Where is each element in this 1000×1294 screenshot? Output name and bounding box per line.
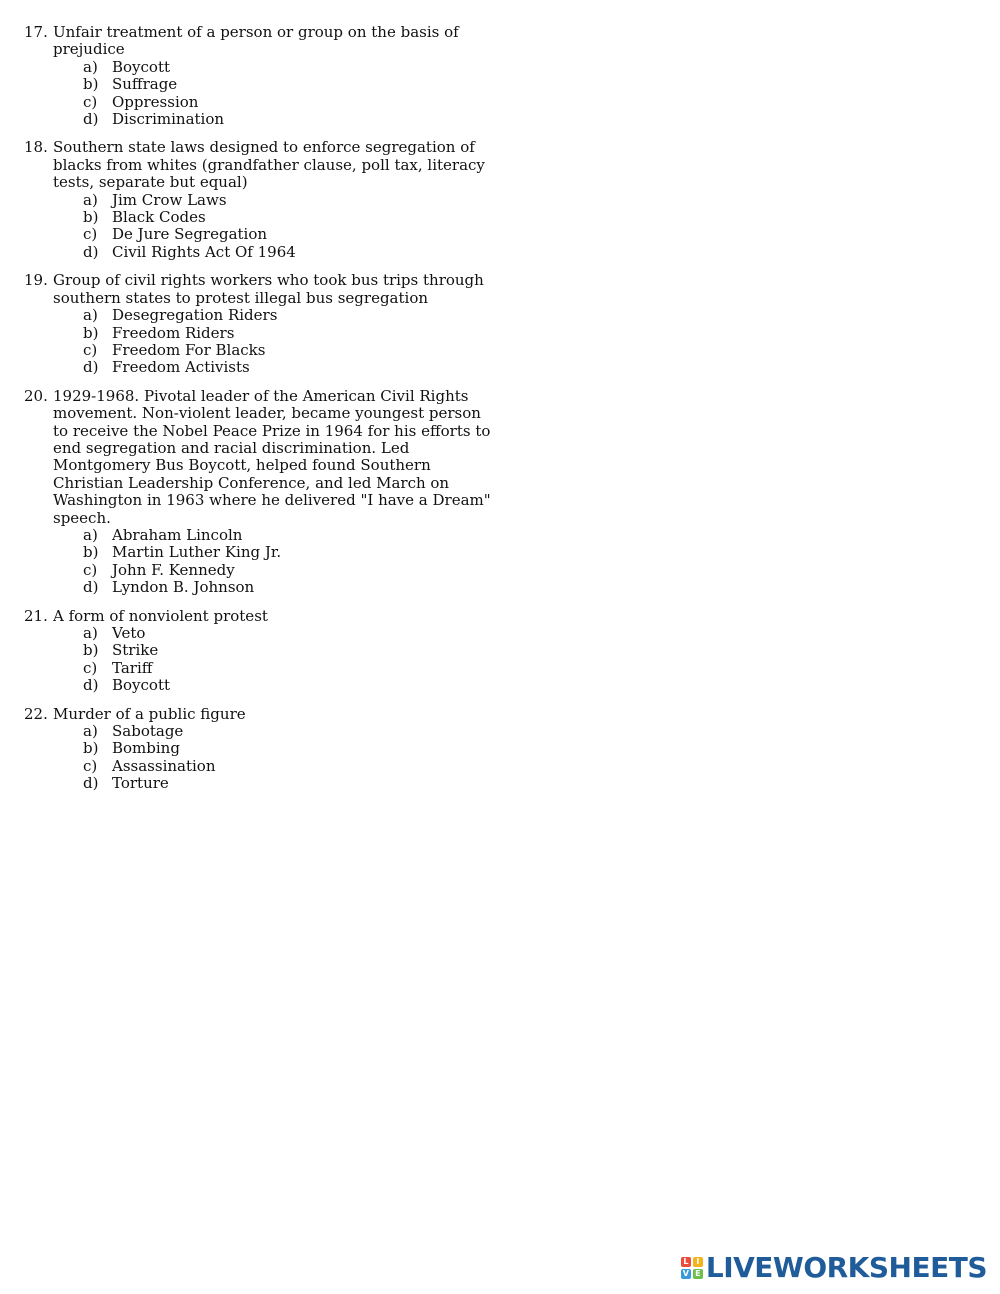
option-label: Freedom Riders xyxy=(112,323,235,342)
option-label: Boycott xyxy=(112,676,171,695)
option-label: Desegregation Riders xyxy=(112,306,278,325)
option-letter: b) xyxy=(83,641,99,660)
option-a[interactable] xyxy=(0,625,1000,642)
answer-options xyxy=(0,527,1000,597)
option-letter: a) xyxy=(83,57,98,76)
option-letter: b) xyxy=(83,208,99,227)
option-label: Abraham Lincoln xyxy=(112,525,243,544)
option-letter: a) xyxy=(83,624,98,642)
question-prompt xyxy=(0,608,493,625)
question-text: A form of nonviolent protest xyxy=(53,606,268,625)
option-letter: a) xyxy=(83,525,98,544)
option-label: Bombing xyxy=(112,739,180,758)
option-b[interactable] xyxy=(0,740,1000,757)
logo-tile: I xyxy=(693,1257,703,1267)
option-letter: c) xyxy=(83,340,98,359)
answer-options xyxy=(0,59,1000,129)
option-label: Discrimination xyxy=(112,110,225,129)
option-letter: d) xyxy=(83,676,99,695)
option-label: Freedom For Blacks xyxy=(112,340,266,359)
option-letter: a) xyxy=(83,722,98,741)
option-letter: c) xyxy=(83,92,98,111)
logo-tile: E xyxy=(693,1269,703,1279)
option-b[interactable] xyxy=(0,325,1000,342)
logo-tile: L xyxy=(681,1257,691,1267)
answer-options xyxy=(0,307,1000,377)
option-letter: d) xyxy=(83,242,99,261)
option-letter: d) xyxy=(83,578,99,597)
option-b[interactable] xyxy=(0,76,1000,93)
option-label: Tariff xyxy=(112,658,153,677)
option-a[interactable] xyxy=(0,59,1000,76)
option-label: Suffrage xyxy=(112,75,178,94)
option-label: Torture xyxy=(112,774,169,793)
logo-tile: V xyxy=(682,1269,689,1278)
option-c[interactable] xyxy=(0,94,1000,111)
option-label: Jim Crow Laws xyxy=(112,190,227,209)
question-text: Southern state laws designed to enforce segregation of blacks from whites (grandfather clause, poll tax, literacy tests, separate but equal) xyxy=(53,138,485,192)
option-a[interactable] xyxy=(0,307,1000,324)
question-prompt xyxy=(0,24,493,59)
question-21 xyxy=(0,608,1000,695)
option-letter: b) xyxy=(83,543,99,562)
question-text: Group of civil rights workers who took bus trips through southern states to protest illegal bus segregation xyxy=(53,271,484,307)
question-prompt xyxy=(0,388,493,527)
option-letter: c) xyxy=(83,658,98,677)
liveworksheets-brand[interactable] xyxy=(681,1251,987,1284)
option-label: Sabotage xyxy=(112,722,184,741)
question-number: 22. xyxy=(24,704,48,723)
question-number: 17. xyxy=(24,23,48,41)
option-letter: a) xyxy=(83,306,98,325)
option-d[interactable] xyxy=(0,677,1000,694)
option-label: Martin Luther King Jr. xyxy=(112,543,282,562)
option-label: Veto xyxy=(112,624,146,642)
option-a[interactable] xyxy=(0,723,1000,740)
option-b[interactable] xyxy=(0,642,1000,659)
answer-options xyxy=(0,192,1000,262)
option-label: Boycott xyxy=(112,57,171,76)
worksheet xyxy=(0,24,1000,804)
option-letter: b) xyxy=(83,75,99,94)
option-c[interactable] xyxy=(0,342,1000,359)
question-text: Murder of a public figure xyxy=(53,704,246,723)
answer-options xyxy=(0,723,1000,793)
option-d[interactable] xyxy=(0,244,1000,261)
option-d[interactable] xyxy=(0,579,1000,596)
option-letter: b) xyxy=(83,739,99,758)
option-label: Black Codes xyxy=(112,208,206,227)
question-prompt xyxy=(0,272,493,307)
option-c[interactable] xyxy=(0,226,1000,243)
answer-options xyxy=(0,625,1000,695)
question-number: 18. xyxy=(24,138,48,157)
option-b[interactable] xyxy=(0,544,1000,561)
option-label: De Jure Segregation xyxy=(112,225,268,244)
option-letter: c) xyxy=(83,560,98,579)
option-a[interactable] xyxy=(0,192,1000,209)
option-letter: d) xyxy=(83,358,99,377)
option-label: Civil Rights Act Of 1964 xyxy=(112,242,296,261)
option-letter: b) xyxy=(83,323,99,342)
option-c[interactable] xyxy=(0,758,1000,775)
option-d[interactable] xyxy=(0,775,1000,792)
question-17 xyxy=(0,24,1000,128)
option-label: Assassination xyxy=(112,756,216,775)
question-prompt xyxy=(0,139,493,191)
question-prompt xyxy=(0,706,493,723)
option-d[interactable] xyxy=(0,359,1000,376)
question-19 xyxy=(0,272,1000,376)
question-22 xyxy=(0,706,1000,793)
option-label: Strike xyxy=(112,641,159,660)
question-number: 19. xyxy=(24,271,48,290)
question-text: 1929-1968. Pivotal leader of the American Civil Rights movement. Non-violent leader, became youngest person to receive the Nobel Peace Prize in 1964 for his efforts to end segregation and racial discrimination. Led Montgomery Bus Boycott, helped found Southern Christian Leadership Conference, and led March on Washington in 1963 where he delivered "I have a Dream" speech. xyxy=(53,386,491,527)
option-letter: c) xyxy=(83,756,98,775)
option-c[interactable] xyxy=(0,660,1000,677)
question-20 xyxy=(0,388,1000,597)
liveworksheets-logo-icon xyxy=(681,1257,703,1279)
option-label: John F. Kennedy xyxy=(112,560,235,579)
option-b[interactable] xyxy=(0,209,1000,226)
question-number: 21. xyxy=(24,606,48,625)
option-a[interactable] xyxy=(0,527,1000,544)
question-text: Unfair treatment of a person or group on the basis of prejudice xyxy=(53,23,459,59)
option-label: Oppression xyxy=(112,92,199,111)
option-d[interactable] xyxy=(0,111,1000,128)
option-letter: a) xyxy=(83,190,98,209)
question-18 xyxy=(0,139,1000,261)
option-letter: d) xyxy=(83,774,99,793)
option-c[interactable] xyxy=(0,562,1000,579)
option-label: Lyndon B. Johnson xyxy=(112,578,255,597)
option-label: Freedom Activists xyxy=(112,358,250,377)
question-number: 20. xyxy=(24,386,48,405)
brand-wordmark: LIVEWORKSHEETS xyxy=(705,1251,987,1284)
option-letter: c) xyxy=(83,225,98,244)
option-letter: d) xyxy=(83,110,99,129)
